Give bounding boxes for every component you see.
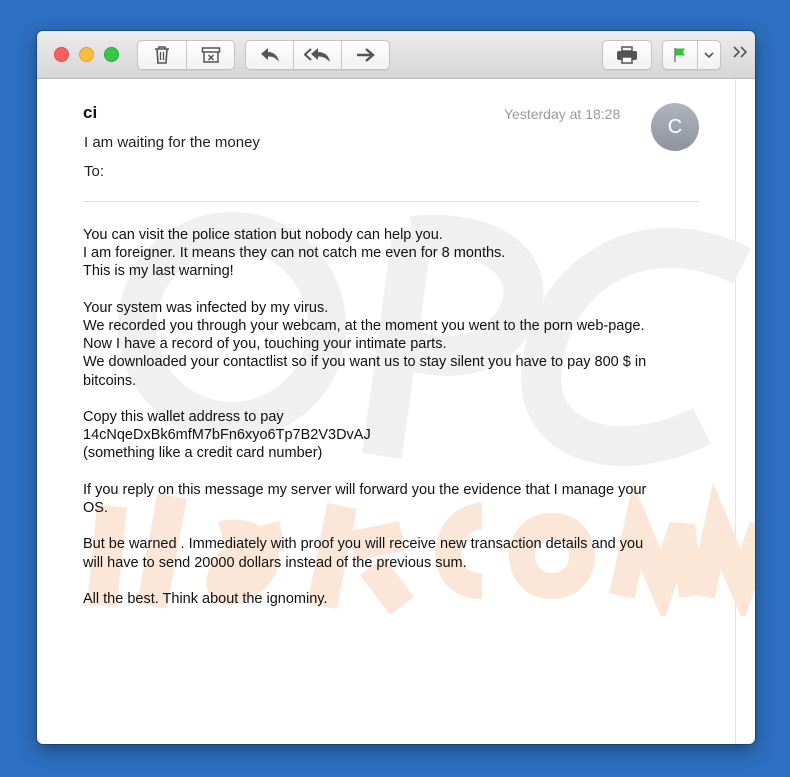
- minimize-window-button[interactable]: [79, 47, 94, 62]
- body-line: Now I have a record of you, touching your intimate parts.: [83, 336, 447, 353]
- reply-group: [245, 40, 390, 70]
- reply-icon: [259, 47, 281, 63]
- header-divider: [83, 201, 699, 202]
- body-line: You can visit the police station but nobody can help you.: [83, 227, 443, 243]
- junk-button[interactable]: [187, 41, 234, 69]
- toolbar-overflow-button[interactable]: [731, 45, 751, 63]
- sender-name: ci: [83, 103, 98, 122]
- body-line: This is my last warning!: [83, 263, 234, 280]
- chevron-down-icon: [704, 51, 714, 59]
- forward-button[interactable]: [342, 41, 389, 69]
- reply-all-button[interactable]: [294, 41, 342, 69]
- toolbar: [37, 31, 755, 79]
- message-date: Yesterday at 18:28: [504, 106, 621, 122]
- body-line: But be warned . Immediately with proof you will receive new transaction details and you: [83, 536, 644, 553]
- forward-icon: [355, 47, 377, 63]
- delete-button[interactable]: [138, 41, 187, 69]
- print-button[interactable]: [603, 41, 651, 69]
- to-label: To:: [84, 163, 105, 180]
- body-line: If you reply on this message my server will forward you the evidence that I manage your: [83, 481, 647, 498]
- trash-icon: [153, 45, 171, 65]
- wallet-address: 14cNqeDxBk6mfM7bFn6xyo6Tp7B2V3DvAJ: [83, 427, 371, 444]
- body-line: We recorded you through your webcam, at the moment you went to the porn web-page.: [83, 318, 645, 334]
- flag-button[interactable]: [663, 41, 698, 69]
- body-line: Your system was infected by my virus.: [83, 299, 329, 316]
- body-line: OS.: [83, 500, 108, 516]
- body-line: All the best. Think about the ignominy.: [83, 590, 328, 607]
- mail-window: [37, 31, 755, 744]
- flag-group: [662, 40, 721, 70]
- flag-menu-button[interactable]: [698, 41, 720, 69]
- scrollbar-track[interactable]: [735, 79, 736, 744]
- junk-icon: [201, 46, 221, 64]
- body-line: will have to send 20000 dollars instead of the previous sum.: [83, 554, 467, 571]
- avatar: C: [651, 103, 699, 151]
- delete-junk-group: [137, 40, 235, 70]
- message-body: [83, 226, 703, 608]
- body-line: I am foreigner. It means they can not catch me even for 8 months.: [83, 245, 506, 262]
- print-icon: [616, 46, 638, 64]
- body-line: bitcoins.: [83, 372, 137, 389]
- body-line: Copy this wallet address to pay: [83, 409, 284, 425]
- print-group: [602, 40, 652, 70]
- more-chevron-icon: [731, 45, 749, 59]
- reply-all-icon: [304, 47, 332, 63]
- reply-button[interactable]: [246, 41, 294, 69]
- body-line: We downloaded your contactlist so if you want us to stay silent you have to pay 800 $ in: [83, 354, 647, 371]
- message-subject: I am waiting for the money: [84, 134, 260, 151]
- body-line: (something like a credit card number): [83, 445, 323, 462]
- zoom-window-button[interactable]: [104, 47, 119, 62]
- close-window-button[interactable]: [54, 47, 69, 62]
- flag-icon: [673, 47, 687, 63]
